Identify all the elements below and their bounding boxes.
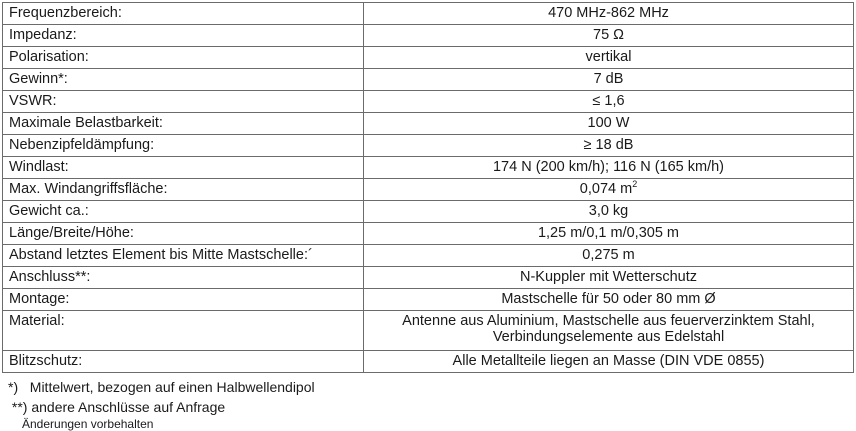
spec-value: Mastschelle für 50 oder 80 mm Ø (364, 289, 854, 311)
spec-label: Montage: (3, 289, 364, 311)
spec-label: Abstand letztes Element bis Mitte Mastschelle:´ (3, 245, 364, 267)
spec-label: Max. Windangriffsfläche: (3, 179, 364, 201)
spec-value: ≥ 18 dB (364, 135, 854, 157)
spec-value: ≤ 1,6 (364, 91, 854, 113)
footnote-changes: Änderungen vorbehalten (22, 417, 154, 431)
spec-table (2, 2, 854, 373)
spec-label: Frequenzbereich: (3, 3, 364, 25)
table-row (3, 47, 854, 69)
spec-value: 75 Ω (364, 25, 854, 47)
spec-value: N-Kuppler mit Wetterschutz (364, 267, 854, 289)
spec-value-text: 0,074 m (579, 181, 633, 197)
spec-value-line: Verbindungselemente aus Edelstahl (492, 329, 725, 345)
table-row (3, 351, 854, 373)
table-row (3, 201, 854, 223)
spec-value: 3,0 kg (364, 201, 854, 223)
spec-value: 174 N (200 km/h); 116 N (165 km/h) (364, 157, 854, 179)
table-row (3, 69, 854, 91)
table-row (3, 179, 854, 201)
footnotes (8, 377, 315, 431)
table-row (3, 113, 854, 135)
spec-value: 470 MHz-862 MHz (364, 3, 854, 25)
spec-label: Maximale Belastbarkeit: (3, 113, 364, 135)
table-row (3, 3, 854, 25)
spec-value: Alle Metallteile liegen an Masse (DIN VDE 0855) (364, 351, 854, 373)
spec-value: vertikal (364, 47, 854, 69)
spec-label: Gewicht ca.: (3, 201, 364, 223)
spec-label: Nebenzipfeldämpfung: (3, 135, 364, 157)
spec-label: Impedanz: (3, 25, 364, 47)
spec-value: 1,25 m/0,1 m/0,305 m (364, 223, 854, 245)
table-row (3, 25, 854, 47)
spec-value-line: Antenne aus Aluminium, Mastschelle aus feuerverzinktem Stahl, (402, 313, 815, 329)
spec-value: 0,275 m (364, 245, 854, 267)
table-row (3, 91, 854, 113)
spec-label: Polarisation: (3, 47, 364, 69)
spec-value: 7 dB (364, 69, 854, 91)
table-row (3, 157, 854, 179)
spec-label: Gewinn*: (3, 69, 364, 91)
spec-value (364, 311, 854, 351)
table-row (3, 135, 854, 157)
table-row (3, 245, 854, 267)
spec-label: Länge/Breite/Höhe: (3, 223, 364, 245)
table-row (3, 223, 854, 245)
spec-label: VSWR: (3, 91, 364, 113)
spec-label: Anschluss**: (3, 267, 364, 289)
footnote-gain: *) Mittelwert, bezogen auf einen Halbwellendipol (8, 379, 315, 395)
spec-label: Blitzschutz: (3, 351, 364, 373)
table-row (3, 267, 854, 289)
spec-value (364, 179, 854, 201)
superscript-squared: 2 (632, 179, 638, 190)
spec-label: Windlast: (3, 157, 364, 179)
spec-label: Material: (3, 311, 364, 351)
footnote-connector: **) andere Anschlüsse auf Anfrage (8, 399, 226, 415)
table-row (3, 289, 854, 311)
spec-value: 100 W (364, 113, 854, 135)
table-row (3, 311, 854, 351)
